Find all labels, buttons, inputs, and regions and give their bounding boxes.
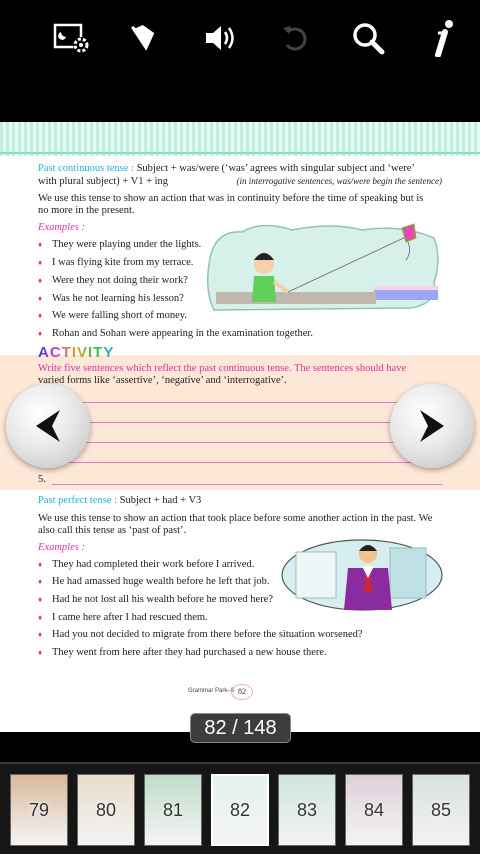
pct-rule-line2 [38, 175, 442, 188]
pct-desc-1: We use this tense to show an action that was in continuity before the time of speaking but is [38, 193, 424, 204]
thumbnail-page[interactable] [77, 774, 135, 846]
thumbnail-page-number: 84 [363, 799, 385, 820]
ppt-rule: Subject + had + V3 [119, 495, 202, 506]
ppt-rule-line [38, 494, 201, 507]
thumbnail-page[interactable] [10, 774, 68, 846]
pct-heading: Past continuous tense : [38, 163, 134, 174]
list-item: ♦ They went from here after they had purchased a new house there. [38, 647, 327, 658]
activity-text-1: Write five sentences which reflect the past continuous tense. The sentences should have [38, 363, 407, 374]
list-item: ♦ Had you not decided to migrate from there before the situation worsened? [38, 629, 363, 640]
thumbnail-page-number: 82 [229, 799, 251, 820]
ppt-examples-label: Examples : [38, 542, 85, 553]
activity-title: ACTIVITY [38, 344, 115, 361]
writing-line [52, 402, 442, 403]
kite-boy-illustration [202, 220, 444, 316]
volume-icon[interactable] [200, 18, 240, 58]
thumbnail-strip[interactable] [0, 762, 480, 854]
page-indicator: 82 / 148 [190, 713, 291, 743]
arrow-left-icon [26, 404, 70, 448]
list-item: ♦ I was flying kite from my terrace. [38, 257, 194, 268]
thumbnail-page-number: 79 [28, 799, 50, 820]
thumbnail-page-number: 85 [430, 799, 452, 820]
next-page-button[interactable] [390, 384, 474, 468]
ppt-heading: Past perfect tense : [38, 495, 118, 506]
writing-line [52, 442, 442, 443]
ppt-desc-2: also call this tense as ‘past of past’. [38, 525, 187, 536]
pct-examples-label: Examples : [38, 222, 85, 233]
pct-desc-2: no more in the present. [38, 205, 135, 216]
footer-page-number: 82 [231, 684, 253, 700]
line-5-label: 5. [38, 474, 46, 485]
info-icon[interactable] [424, 18, 464, 58]
undo-icon[interactable] [275, 18, 315, 58]
page-header-stripe [0, 122, 480, 156]
list-item: ♦ Were they not doing their work? [38, 275, 188, 286]
writing-line [52, 422, 442, 423]
ppt-desc-1: We use this tense to show an action that took place before some another action in the past. We [38, 513, 433, 524]
writing-line [52, 462, 442, 463]
thumbnail-page[interactable] [144, 774, 202, 846]
activity-text-2: varied forms like ‘assertive’, ‘negative’ and ‘interrogative’. [38, 375, 287, 386]
list-item: ♦ They had completed their work before I arrived. [38, 559, 255, 570]
list-item: ♦ I came here after I had rescued them. [38, 612, 208, 623]
thumbnail-page[interactable] [345, 774, 403, 846]
pct-rule-a: Subject + was/were (‘was’ agrees with singular subject and ‘were’ [136, 163, 415, 174]
thumbnail-page[interactable] [211, 774, 269, 846]
writing-line [52, 484, 442, 485]
pct-note: (in interrogative sentences, was/were begin the sentence) [236, 176, 442, 186]
list-item: ♦ Rohan and Sohan were appearing in the examination together. [38, 328, 313, 339]
list-item: ♦ Was he not learning his lesson? [38, 293, 184, 304]
image-settings-icon[interactable] [52, 18, 92, 58]
pct-rule-b: with plural subject) + V1 + ing [38, 176, 169, 187]
thumbnail-page-number: 83 [296, 799, 318, 820]
thumbnail-page[interactable] [278, 774, 336, 846]
footer-title: Grammar Park–8 [188, 688, 235, 694]
list-item: ♦ We were falling short of money. [38, 310, 187, 321]
toolbar [0, 0, 480, 122]
thumbnail-page-number: 81 [162, 799, 184, 820]
list-item: ♦ He had amassed huge wealth before he left that job. [38, 576, 270, 587]
thumbnail-page[interactable] [412, 774, 470, 846]
man-illustration [280, 538, 444, 612]
pct-rule-line1 [38, 162, 442, 175]
previous-page-button[interactable] [6, 384, 90, 468]
thumbnail-page-number: 80 [95, 799, 117, 820]
list-item: ♦ They were playing under the lights. [38, 239, 202, 250]
arrow-right-icon [410, 404, 454, 448]
search-icon[interactable] [348, 18, 388, 58]
list-item: ♦ Had he not lost all his wealth before he moved here? [38, 594, 274, 605]
bookmark-icon[interactable] [124, 18, 164, 58]
